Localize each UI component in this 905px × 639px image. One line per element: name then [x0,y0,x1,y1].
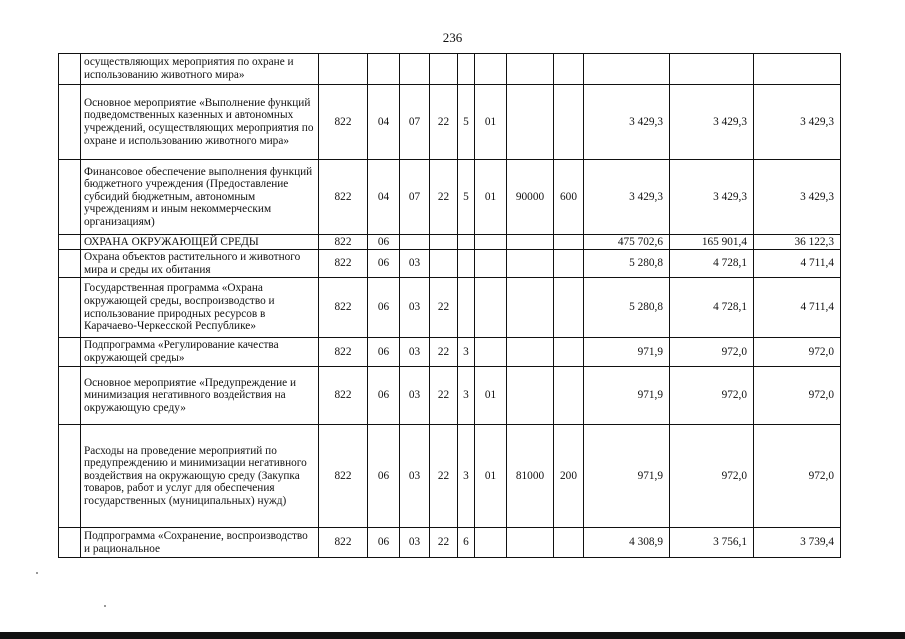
cell-rz: 06 [368,278,400,338]
cell-vr [554,338,584,367]
cell-csr2 [458,278,475,338]
cell-csr4 [507,85,554,160]
cell-vr [554,54,584,85]
cell-csr3: 01 [475,367,507,425]
cell-csr1 [430,250,458,278]
cell-index [59,278,81,338]
cell-csr3 [475,278,507,338]
cell-index [59,367,81,425]
cell-csr2: 3 [458,425,475,528]
cell-rz: 06 [368,425,400,528]
cell-csr1: 22 [430,278,458,338]
cell-csr2 [458,54,475,85]
table-row [59,235,841,250]
cell-rz: 06 [368,235,400,250]
cell-sum3: 4 711,4 [754,278,841,338]
cell-vr [554,235,584,250]
cell-csr2 [458,235,475,250]
cell-sum3: 36 122,3 [754,235,841,250]
cell-index [59,425,81,528]
cell-csr4: 90000 [507,160,554,235]
cell-csr1: 22 [430,85,458,160]
cell-name: Подпрограмма «Регулирование качества окружающей среды» [81,338,319,367]
cell-index [59,85,81,160]
cell-csr1 [430,54,458,85]
cell-sum2: 4 728,1 [670,250,754,278]
cell-csr3 [475,528,507,558]
cell-rz: 06 [368,528,400,558]
cell-sum1: 5 280,8 [584,278,670,338]
cell-csr3 [475,54,507,85]
cell-ved: 822 [319,85,368,160]
cell-ved: 822 [319,528,368,558]
cell-index [59,160,81,235]
cell-ved: 822 [319,338,368,367]
cell-csr1: 22 [430,338,458,367]
cell-csr1: 22 [430,367,458,425]
cell-sum1: 971,9 [584,338,670,367]
cell-pr: 03 [400,425,430,528]
budget-table [58,53,841,558]
cell-sum1: 3 429,3 [584,160,670,235]
cell-csr1: 22 [430,425,458,528]
table-row [59,160,841,235]
cell-sum2: 972,0 [670,338,754,367]
cell-sum3: 3 739,4 [754,528,841,558]
cell-ved: 822 [319,235,368,250]
cell-csr3: 01 [475,425,507,528]
cell-vr [554,528,584,558]
cell-ved: 822 [319,367,368,425]
cell-sum2: 3 429,3 [670,160,754,235]
cell-sum2: 972,0 [670,425,754,528]
cell-name: ОХРАНА ОКРУЖАЮЩЕЙ СРЕДЫ [81,235,319,250]
cell-sum3: 972,0 [754,367,841,425]
cell-name: Охрана объектов растительного и животного мира и среды их обитания [81,250,319,278]
cell-sum2: 4 728,1 [670,278,754,338]
cell-csr4 [507,528,554,558]
cell-vr [554,85,584,160]
cell-sum2: 3 756,1 [670,528,754,558]
cell-name: Основное мероприятие «Предупреждение и минимизация негативного воздействия на окружающую среду» [81,367,319,425]
cell-csr2: 6 [458,528,475,558]
cell-rz [368,54,400,85]
cell-pr [400,235,430,250]
cell-rz: 06 [368,250,400,278]
cell-ved: 822 [319,160,368,235]
table-row [59,367,841,425]
cell-ved: 822 [319,278,368,338]
cell-pr: 07 [400,160,430,235]
cell-ved [319,54,368,85]
cell-pr: 03 [400,528,430,558]
cell-name: Подпрограмма «Сохранение, воспроизводство и рациональное [81,528,319,558]
cell-sum3: 3 429,3 [754,160,841,235]
page-number: 236 [442,30,463,45]
table-row [59,528,841,558]
scan-speck [36,572,38,574]
cell-csr2: 3 [458,367,475,425]
cell-sum3: 972,0 [754,425,841,528]
cell-csr4 [507,278,554,338]
cell-csr2: 3 [458,338,475,367]
cell-sum1: 4 308,9 [584,528,670,558]
cell-csr4 [507,54,554,85]
cell-name: осуществляющих мероприятия по охране и использованию животного мира» [81,54,319,85]
cell-csr2 [458,250,475,278]
table-row [59,85,841,160]
cell-sum2: 972,0 [670,367,754,425]
cell-pr: 07 [400,85,430,160]
cell-sum1: 475 702,6 [584,235,670,250]
table-row [59,338,841,367]
scan-border [0,632,905,639]
cell-pr: 03 [400,278,430,338]
cell-vr [554,367,584,425]
cell-pr: 03 [400,338,430,367]
cell-sum2: 3 429,3 [670,85,754,160]
cell-vr [554,250,584,278]
cell-csr4 [507,338,554,367]
cell-name: Государственная программа «Охрана окружающей среды, воспроизводство и использование природных ресурсов в Карачаево-Черкесской Республике» [81,278,319,338]
cell-csr1: 22 [430,160,458,235]
cell-index [59,338,81,367]
cell-csr2: 5 [458,85,475,160]
cell-csr3: 01 [475,85,507,160]
cell-ved: 822 [319,425,368,528]
cell-vr: 200 [554,425,584,528]
cell-csr4 [507,235,554,250]
cell-sum2: 165 901,4 [670,235,754,250]
cell-sum1: 5 280,8 [584,250,670,278]
cell-sum1: 3 429,3 [584,85,670,160]
cell-pr: 03 [400,250,430,278]
cell-sum1 [584,54,670,85]
cell-name: Финансовое обеспечение выполнения функций бюджетного учреждения (Предоставление субсидий бюджетным, автономным учреждениям и иным некоммерческим организациям) [81,160,319,235]
cell-rz: 04 [368,85,400,160]
cell-csr4: 81000 [507,425,554,528]
cell-index [59,250,81,278]
cell-csr3 [475,235,507,250]
cell-vr: 600 [554,160,584,235]
cell-csr1 [430,235,458,250]
cell-sum2 [670,54,754,85]
cell-sum3: 3 429,3 [754,85,841,160]
cell-csr1: 22 [430,528,458,558]
cell-csr3 [475,338,507,367]
cell-name: Расходы на проведение мероприятий по предупреждению и минимизации негативного воздействия на окружающую среду (Закупка товаров, работ и услуг для обеспечения государственных (муниципальных) нужд) [81,425,319,528]
cell-csr3 [475,250,507,278]
table-row [59,250,841,278]
cell-name: Основное мероприятие «Выполнение функций подведомственных казенных и автономных учреждений, осуществляющих мероприятия по охране и использованию животного мира» [81,85,319,160]
cell-sum3: 972,0 [754,338,841,367]
cell-vr [554,278,584,338]
cell-csr4 [507,367,554,425]
cell-index [59,235,81,250]
cell-rz: 06 [368,367,400,425]
cell-sum3 [754,54,841,85]
cell-rz: 06 [368,338,400,367]
cell-csr3: 01 [475,160,507,235]
cell-sum1: 971,9 [584,425,670,528]
cell-sum3: 4 711,4 [754,250,841,278]
table-row [59,54,841,85]
table-body [59,54,841,558]
cell-pr: 03 [400,367,430,425]
table-row [59,278,841,338]
cell-csr2: 5 [458,160,475,235]
cell-index [59,528,81,558]
cell-pr [400,54,430,85]
cell-sum1: 971,9 [584,367,670,425]
cell-index [59,54,81,85]
cell-ved: 822 [319,250,368,278]
cell-rz: 04 [368,160,400,235]
table-row [59,425,841,528]
cell-csr4 [507,250,554,278]
scan-speck [104,605,106,607]
